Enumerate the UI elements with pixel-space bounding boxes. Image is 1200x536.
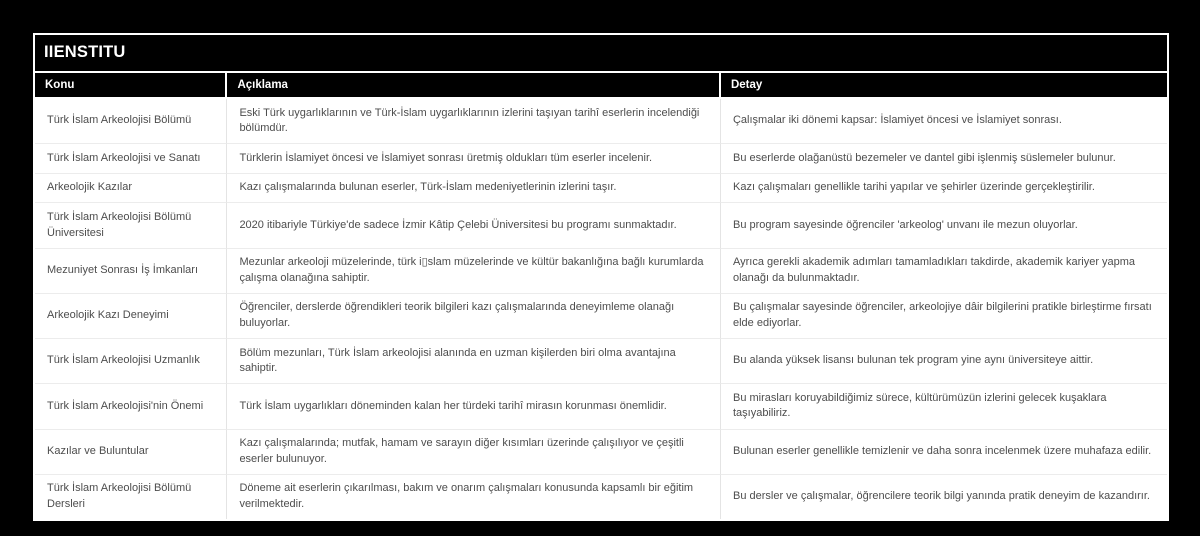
table-row: [35, 384, 1167, 429]
table-row: [35, 430, 1167, 475]
cell-konu: Arkeolojik Kazılar: [35, 174, 227, 204]
cell-aciklama: Türklerin İslamiyet öncesi ve İslamiyet sonrası üretmiş oldukları tüm eserler incelenir.: [227, 144, 721, 174]
cell-aciklama: Döneme ait eserlerin çıkarılması, bakım ve onarım çalışmaları konusunda kapsamlı bir eğitim verilmektedir.: [227, 475, 721, 519]
cell-aciklama: Mezunlar arkeoloji müzelerinde, türk i▯slam müzelerinde ve kültür bakanlığına bağlı kurumlarda çalışma olanağına sahiptir.: [227, 249, 721, 294]
cell-konu: Türk İslam Arkeolojisi Uzmanlık: [35, 339, 227, 384]
cell-konu: Kazılar ve Buluntular: [35, 430, 227, 475]
cell-konu: Arkeolojik Kazı Deneyimi: [35, 294, 227, 339]
cell-detay: Bu program sayesinde öğrenciler 'arkeolog' unvanı ile mezun oluyorlar.: [721, 203, 1167, 248]
table-row: [35, 475, 1167, 519]
cell-detay: Bulunan eserler genellikle temizlenir ve daha sonra incelenmek üzere muhafaza edilir.: [721, 430, 1167, 475]
table-card: [33, 33, 1169, 521]
cell-detay: Bu dersler ve çalışmalar, öğrencilere teorik bilgi yanında pratik deneyim de kazandırır.: [721, 475, 1167, 519]
data-table: [35, 73, 1167, 519]
cell-aciklama: Öğrenciler, derslerde öğrendikleri teorik bilgileri kazı çalışmalarında deneyimleme olanağı buluyorlar.: [227, 294, 721, 339]
column-header-aciklama: Açıklama: [227, 73, 721, 99]
cell-detay: Ayrıca gerekli akademik adımları tamamladıkları takdirde, akademik kariyer yapma olanağı da bulunmaktadır.: [721, 249, 1167, 294]
cell-detay: Bu eserlerde olağanüstü bezemeler ve dantel gibi işlenmiş süslemeler bulunur.: [721, 144, 1167, 174]
table-row: [35, 249, 1167, 294]
cell-aciklama: 2020 itibariyle Türkiye'de sadece İzmir Kâtip Çelebi Üniversitesi bu programı sunmaktadır.: [227, 203, 721, 248]
table-row: [35, 339, 1167, 384]
cell-detay: Çalışmalar iki dönemi kapsar: İslamiyet öncesi ve İslamiyet sonrası.: [721, 99, 1167, 144]
table-row: [35, 99, 1167, 144]
cell-konu: Türk İslam Arkeolojisi Bölümü Üniversitesi: [35, 203, 227, 248]
page-title: IIENSTITU: [35, 35, 1167, 73]
table-row: [35, 174, 1167, 204]
column-header-detay: Detay: [721, 73, 1167, 99]
cell-aciklama: Eski Türk uygarlıklarının ve Türk-İslam uygarlıklarının izlerini taşıyan tarihî eserlerin incelendiği bölümdür.: [227, 99, 721, 144]
table-header-row: [35, 73, 1167, 99]
cell-aciklama: Kazı çalışmalarında bulunan eserler, Türk-İslam medeniyetlerinin izlerini taşır.: [227, 174, 721, 204]
cell-konu: Türk İslam Arkeolojisi Bölümü Dersleri: [35, 475, 227, 519]
cell-detay: Bu mirasları koruyabildiğimiz sürece, kültürümüzün izlerini gelecek kuşaklara taşıyabiliriz.: [721, 384, 1167, 429]
table-row: [35, 203, 1167, 248]
cell-aciklama: Kazı çalışmalarında; mutfak, hamam ve sarayın diğer kısımları üzerinde çalışılıyor ve çeşitli eserler bulunuyor.: [227, 430, 721, 475]
cell-detay: Bu alanda yüksek lisansı bulunan tek program yine aynı üniversiteye aittir.: [721, 339, 1167, 384]
cell-konu: Türk İslam Arkeolojisi Bölümü: [35, 99, 227, 144]
table-row: [35, 144, 1167, 174]
cell-konu: Mezuniyet Sonrası İş İmkanları: [35, 249, 227, 294]
cell-konu: Türk İslam Arkeolojisi ve Sanatı: [35, 144, 227, 174]
column-header-konu: Konu: [35, 73, 227, 99]
table-row: [35, 294, 1167, 339]
cell-aciklama: Türk İslam uygarlıkları döneminden kalan her türdeki tarihî mirasın korunması önemlidir.: [227, 384, 721, 429]
cell-aciklama: Bölüm mezunları, Türk İslam arkeolojisi alanında en uzman kişilerden biri olma avantajına sahiptir.: [227, 339, 721, 384]
cell-detay: Bu çalışmalar sayesinde öğrenciler, arkeolojiye dâir bilgilerini pratikle birleştirme fırsatı elde ediyorlar.: [721, 294, 1167, 339]
cell-detay: Kazı çalışmaları genellikle tarihi yapılar ve şehirler üzerinde gerçekleştirilir.: [721, 174, 1167, 204]
cell-konu: Türk İslam Arkeolojisi'nin Önemi: [35, 384, 227, 429]
